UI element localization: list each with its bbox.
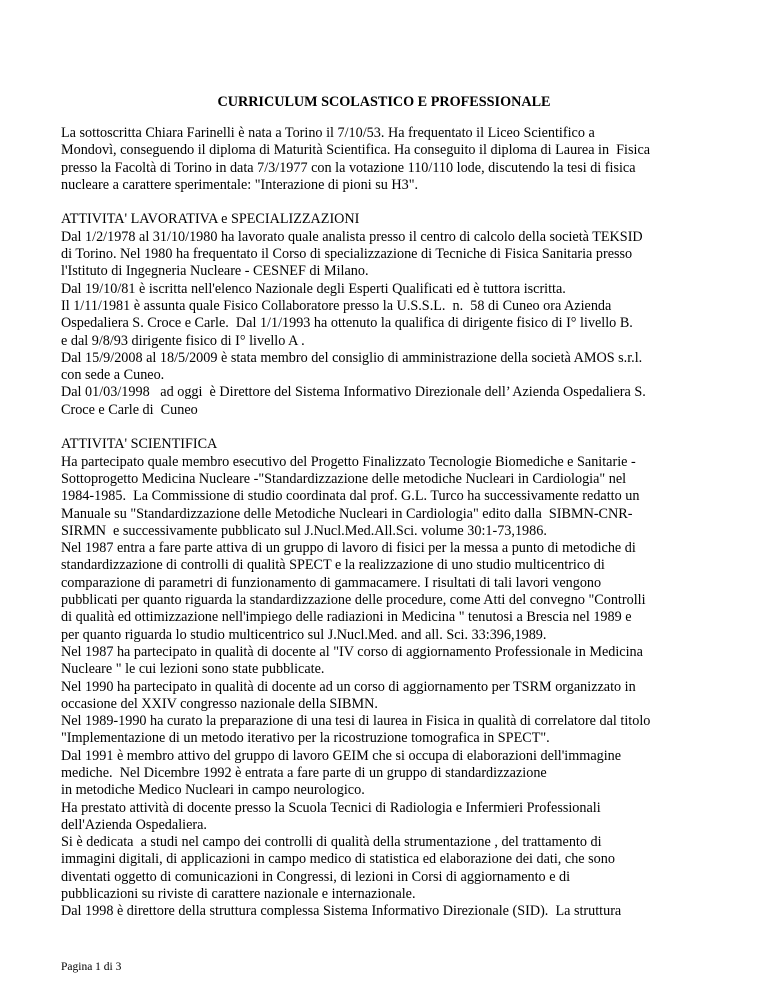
- text-line: Nel 1987 ha partecipato in qualità di docente al "IV corso di aggiornamento Professionale in Medicina: [61, 643, 643, 660]
- text-line: Dal 1991 è membro attivo del gruppo di lavoro GEIM che si occupa di elaborazioni dell'immagine: [61, 747, 622, 764]
- text-line: dell'Azienda Ospedaliera.: [61, 816, 207, 833]
- text-line: Sottoprogetto Medicina Nucleare -"Standardizzazione delle metodiche Nucleari in Cardiologia" nel: [61, 470, 627, 487]
- text-line: immagini digitali, di applicazioni in campo medico di statistica ed elaborazione dei dati, che sono: [61, 851, 615, 868]
- page-footer: Pagina 1 di 3: [61, 961, 122, 973]
- text-line: nucleare a carattere sperimentale: "Interazione di pioni su H3".: [61, 176, 419, 193]
- text-line: di Torino. Nel 1980 ha frequentato il Corso di specializzazione di Tecniche di Fisica Sanitaria presso: [61, 246, 633, 263]
- text-line: per quanto riguarda lo studio multicentrico sul J.Nucl.Med. and all. Sci. 33:396,1989.: [61, 626, 547, 643]
- text-line: Si è dedicata a studi nel campo dei controlli di qualità della strumentazione , del trattamento di: [61, 834, 602, 851]
- text-line: Croce e Carle di Cuneo: [61, 401, 198, 418]
- text-line: diventati oggetto di comunicazioni in Congressi, di lezioni in Corsi di aggiornamento e di: [61, 868, 571, 885]
- text-line: Mondovì, conseguendo il diploma di Maturità Scientifica. Ha conseguito il diploma di Laurea in Fisica: [61, 142, 651, 159]
- text-line: 1984-1985. La Commissione di studio coordinata dal prof. G.L. Turco ha successivamente redatto un: [61, 488, 640, 505]
- text-line: Nel 1987 entra a fare parte attiva di un gruppo di lavoro di fisici per la messa a punto di metodiche di: [61, 540, 636, 557]
- text-line: Dal 1/2/1978 al 31/10/1980 ha lavorato quale analista presso il centro di calcolo della società TEKSID: [61, 228, 643, 245]
- paragraph-gap: [61, 194, 721, 211]
- text-line: "Implementazione di un metodo iterativo per la ricostruzione tomografica in SPECT".: [61, 730, 550, 747]
- text-line: La sottoscritta Chiara Farinelli è nata a Torino il 7/10/53. Ha frequentato il Liceo Scientifico a: [61, 125, 595, 141]
- text-line: in metodiche Medico Nucleari in campo neurologico.: [61, 782, 365, 799]
- text-line: pubblicazioni su riviste di carattere nazionale e internazionale.: [61, 886, 416, 903]
- text-line: Nel 1989-1990 ha curato la preparazione di una tesi di laurea in Fisica in qualità di correlatore dal titolo: [61, 713, 651, 730]
- text-line: Il 1/11/1981 è assunta quale Fisico Collaboratore presso la U.S.S.L. n. 58 di Cuneo ora Azienda: [61, 297, 612, 314]
- text-line: ATTIVITA' SCIENTIFICA: [61, 436, 218, 453]
- text-line: Dal 1998 è direttore della struttura complessa Sistema Informativo Direzionale (SID). La struttura: [61, 903, 622, 920]
- text-line: pubblicati per quanto riguarda la standardizzazione delle procedure, come Atti del convegno "Controlli: [61, 592, 646, 609]
- document-title: CURRICULUM SCOLASTICO E PROFESSIONALE: [217, 94, 551, 110]
- text-line: presso la Facoltà di Torino in data 7/3/1977 con la votazione 110/110 lode, discutendo la tesi di fisica: [61, 159, 636, 176]
- text-line: Dal 01/03/1998 ad oggi è Direttore del Sistema Informativo Direzionale dell’ Azienda Ospedaliera S.: [61, 384, 646, 401]
- text-line: Dal 15/9/2008 al 18/5/2009 è stata membro del consiglio di amministrazione della società AMOS s.r.l.: [61, 349, 643, 366]
- text-line: standardizzazione di controlli di qualità SPECT e la realizzazione di uno studio multicentrico di: [61, 557, 605, 574]
- text-line: con sede a Cuneo.: [61, 367, 165, 384]
- text-line: SIRMN e successivamente pubblicato sul J.Nucl.Med.All.Sci. volume 30:1-73,1986.: [61, 522, 547, 539]
- text-line: e dal 9/8/93 dirigente fisico di I° livello A .: [61, 332, 305, 349]
- text-line: Ospedaliera S. Croce e Carle. Dal 1/1/1993 ha ottenuto la qualifica di dirigente fisico di I° livello B.: [61, 315, 633, 332]
- paragraph-gap: [61, 419, 721, 436]
- text-line: Ha prestato attività di docente presso la Scuola Tecnici di Radiologia e Infermieri Professionali: [61, 799, 601, 816]
- text-line: occasione del XXIV congresso nazionale della SIBMN.: [61, 695, 378, 712]
- text-line: comparazione di parametri di funzionamento di gammacamere. I risultati di tali lavori vengono: [61, 574, 602, 591]
- text-line: Dal 19/10/81 è iscritta nell'elenco Nazionale degli Esperti Qualificati ed è tuttora iscritta.: [61, 280, 566, 297]
- text-line: Nel 1990 ha partecipato in qualità di docente ad un corso di aggiornamento per TSRM organizzato in: [61, 678, 636, 695]
- text-line: di qualità ed ottimizzazione nell'impiego delle radiazioni in Medicina " tenutosi a Brescia nel 1989 e: [61, 609, 632, 626]
- text-line: Nucleare " le cui lezioni sono state pubblicate.: [61, 661, 325, 678]
- text-line: Manuale su "Standardizzazione delle Metodiche Nucleari in Cardiologia" edito dalla SIBMN-CNR-: [61, 505, 633, 522]
- text-line: l'Istituto di Ingegneria Nucleare - CESNEF di Milano.: [61, 263, 369, 280]
- text-line: Ha partecipato quale membro esecutivo del Progetto Finalizzato Tecnologie Biomediche e Sanitarie -: [61, 453, 636, 470]
- text-line: mediche. Nel Dicembre 1992 è entrata a fare parte di un gruppo di standardizzazione: [61, 764, 547, 781]
- document-body: [61, 125, 721, 921]
- text-line: ATTIVITA' LAVORATIVA e SPECIALIZZAZIONI: [61, 211, 360, 228]
